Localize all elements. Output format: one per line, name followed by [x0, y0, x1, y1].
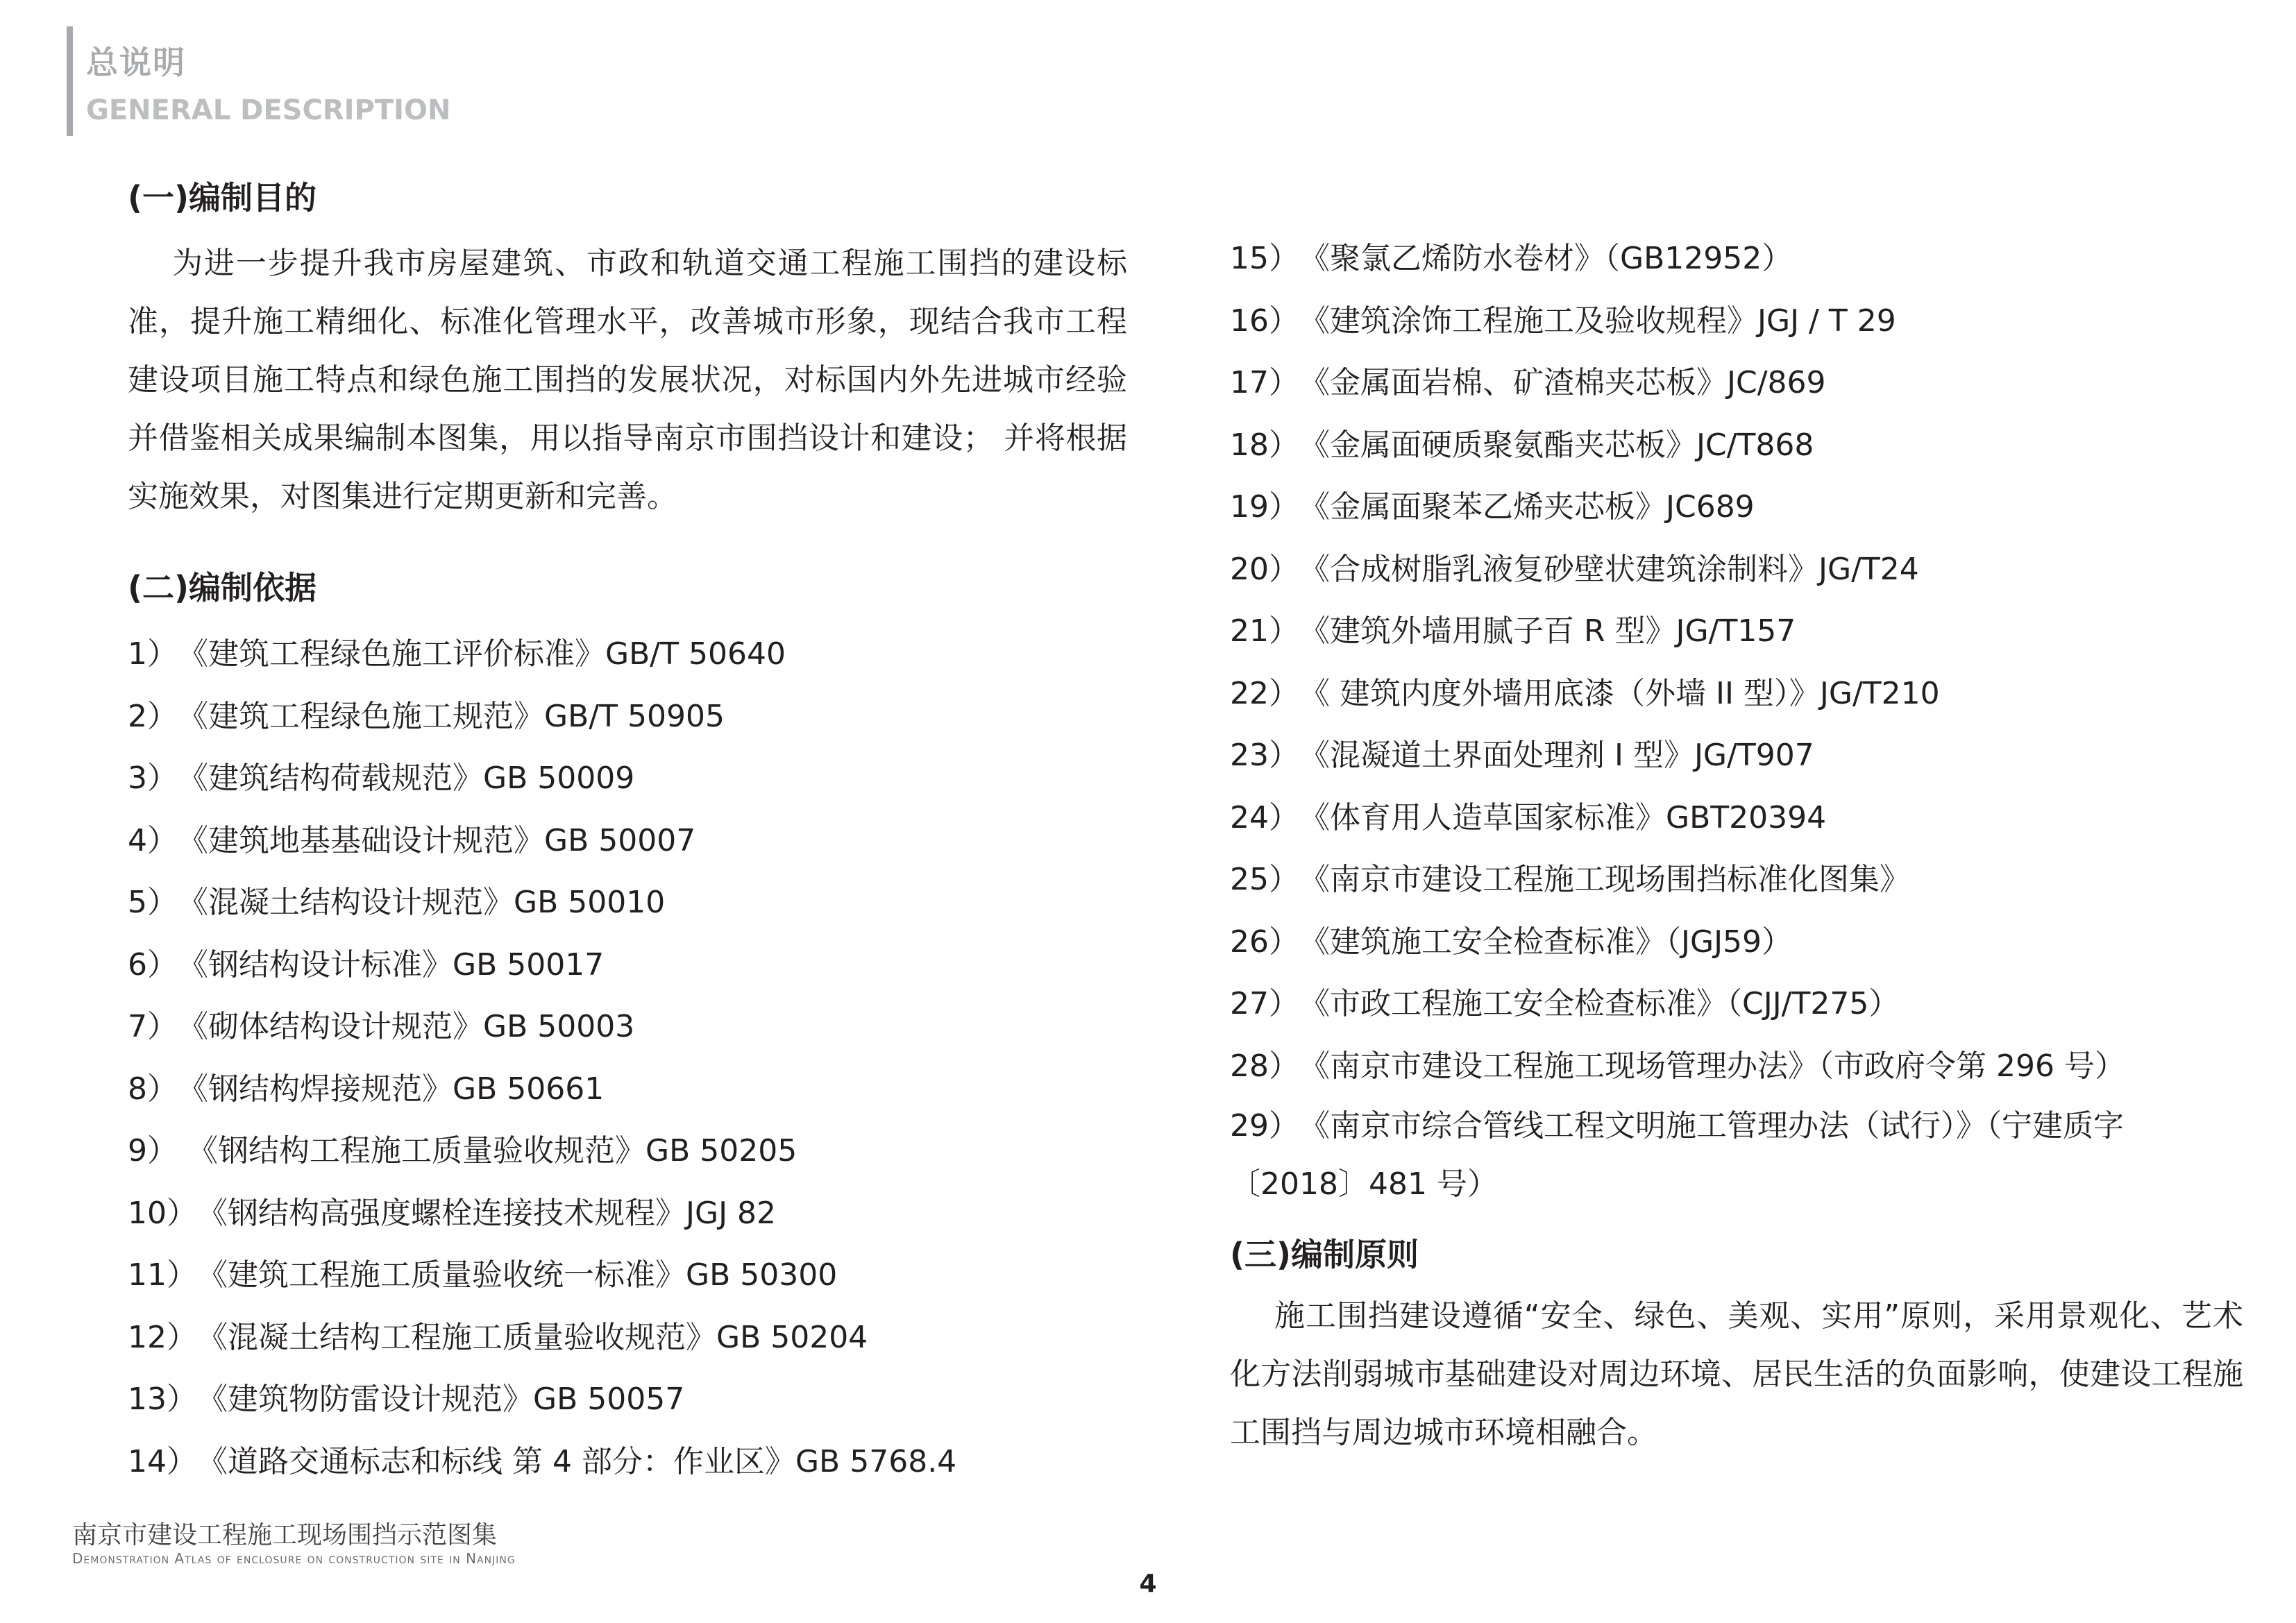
reference-item: 24）《体育用人造草国家标准》GBT20394 — [1230, 799, 1827, 835]
section-body-purpose: 为进一步提升我市房屋建筑、市政和轨道交通工程施工围挡的建设标准，提升施工精细化、标准化管理水平，改善城市形象，现结合我市工程建设项目施工特点和绿色施工围挡的发展状况，对标国内外先进城市经验并借鉴相关成果编制本图集，用以指导南京市围挡设计和建设； 并将根据实施效果，对图集进行定期更新和完善。 — [128, 246, 1127, 514]
reference-item: 16）《建筑涂饰工程施工及验收规程》JGJ / T 29 — [1230, 303, 1896, 339]
reference-item: 23）《混凝道土界面处理剂 I 型》JG/T907 — [1230, 738, 1814, 773]
reference-item: 1）《建筑工程绿色施工评价标准》GB/T 50640 — [128, 636, 786, 672]
footer-atlas-title: 南京市建设工程施工现场围挡示范图集 — [72, 1521, 498, 1549]
reference-item: 14）《道路交通标志和标线 第 4 部分：作业区》GB 5768.4 — [128, 1443, 957, 1479]
reference-item: 21）《建筑外墙用腻子百 R 型》JG/T157 — [1230, 613, 1796, 649]
reference-item: 25）《南京市建设工程施工现场围挡标准化图集》 — [1230, 862, 1910, 897]
left-column — [128, 173, 1127, 1493]
reference-item: 13）《建筑物防雷设计规范》GB 50057 — [128, 1382, 685, 1417]
reference-item: 20）《合成树脂乳液复砂壁状建筑涂制料》JG/T24 — [1230, 551, 1919, 587]
reference-item: 7）《砌体结构设计规范》GB 50003 — [128, 1009, 635, 1044]
reference-item: 22）《 建筑内度外墙用底漆（外墙 II 型）》JG/T210 — [1230, 675, 1940, 711]
page-subtitle: GENERAL DESCRIPTION — [86, 94, 451, 126]
page-title: 总说明 — [86, 44, 186, 81]
reference-item: 6）《钢结构设计标准》GB 50017 — [128, 946, 605, 983]
reference-item: 26）《建筑施工安全检查标准》（JGJ59） — [1230, 924, 1793, 960]
reference-item: 5）《混凝土结构设计规范》GB 50010 — [128, 885, 666, 920]
reference-item: 10）《钢结构高强度螺栓连接技术规程》JGJ 82 — [128, 1195, 777, 1231]
footer-atlas-subtitle: Demonstration Atlas of enclosure on construction site in Nanjing — [72, 1550, 516, 1567]
section-heading-purpose: (一)编制目的 — [128, 179, 317, 216]
page-number: 4 — [1139, 1570, 1157, 1598]
reference-item: 29）《南京市综合管线工程文明施工管理办法（试行）》（宁建质字〔2018〕481 号） — [1230, 1108, 2124, 1202]
reference-item: 9） 《钢结构工程施工质量验收规范》GB 50205 — [128, 1133, 797, 1169]
reference-item: 12）《混凝土结构工程施工质量验收规范》GB 50204 — [128, 1319, 868, 1355]
header-accent-bar — [67, 26, 73, 136]
section-heading-basis: (二)编制依据 — [128, 569, 317, 606]
reference-item: 18）《金属面硬质聚氨酯夹芯板》JC/T868 — [1230, 427, 1814, 463]
right-column — [1230, 228, 2243, 1462]
reference-item: 19）《金属面聚苯乙烯夹芯板》JC689 — [1230, 489, 1755, 525]
reference-item: 8）《钢结构焊接规范》GB 50661 — [128, 1071, 605, 1107]
section-heading-principles: (三)编制原则 — [1230, 1236, 1419, 1273]
reference-item: 28）《南京市建设工程施工现场管理办法》（市政府令第 296 号） — [1230, 1048, 2125, 1084]
reference-item: 15）《聚氯乙烯防水卷材》（GB12952） — [1230, 241, 1793, 276]
reference-item: 2）《建筑工程绿色施工规范》GB/T 50905 — [128, 698, 725, 734]
reference-item: 11）《建筑工程施工质量验收统一标准》GB 50300 — [128, 1257, 838, 1293]
reference-item: 17）《金属面岩棉、矿渣棉夹芯板》JC/869 — [1230, 365, 1826, 400]
section-body-principles: 施工围挡建设遵循“安全、绿色、美观、实用”原则，采用景观化、艺术化方法削弱城市基础建设对周边环境、居民生活的负面影响，使建设工程施工围挡与周边城市环境相融合。 — [1230, 1298, 2243, 1450]
reference-item: 3）《建筑结构荷载规范》GB 50009 — [128, 760, 635, 796]
reference-list-left — [128, 623, 1127, 1493]
reference-item: 4）《建筑地基基础设计规范》GB 50007 — [128, 822, 696, 858]
reference-list-right — [1230, 228, 2243, 1214]
reference-item: 27）《市政工程施工安全检查标准》（CJJ/T275） — [1230, 986, 1900, 1021]
